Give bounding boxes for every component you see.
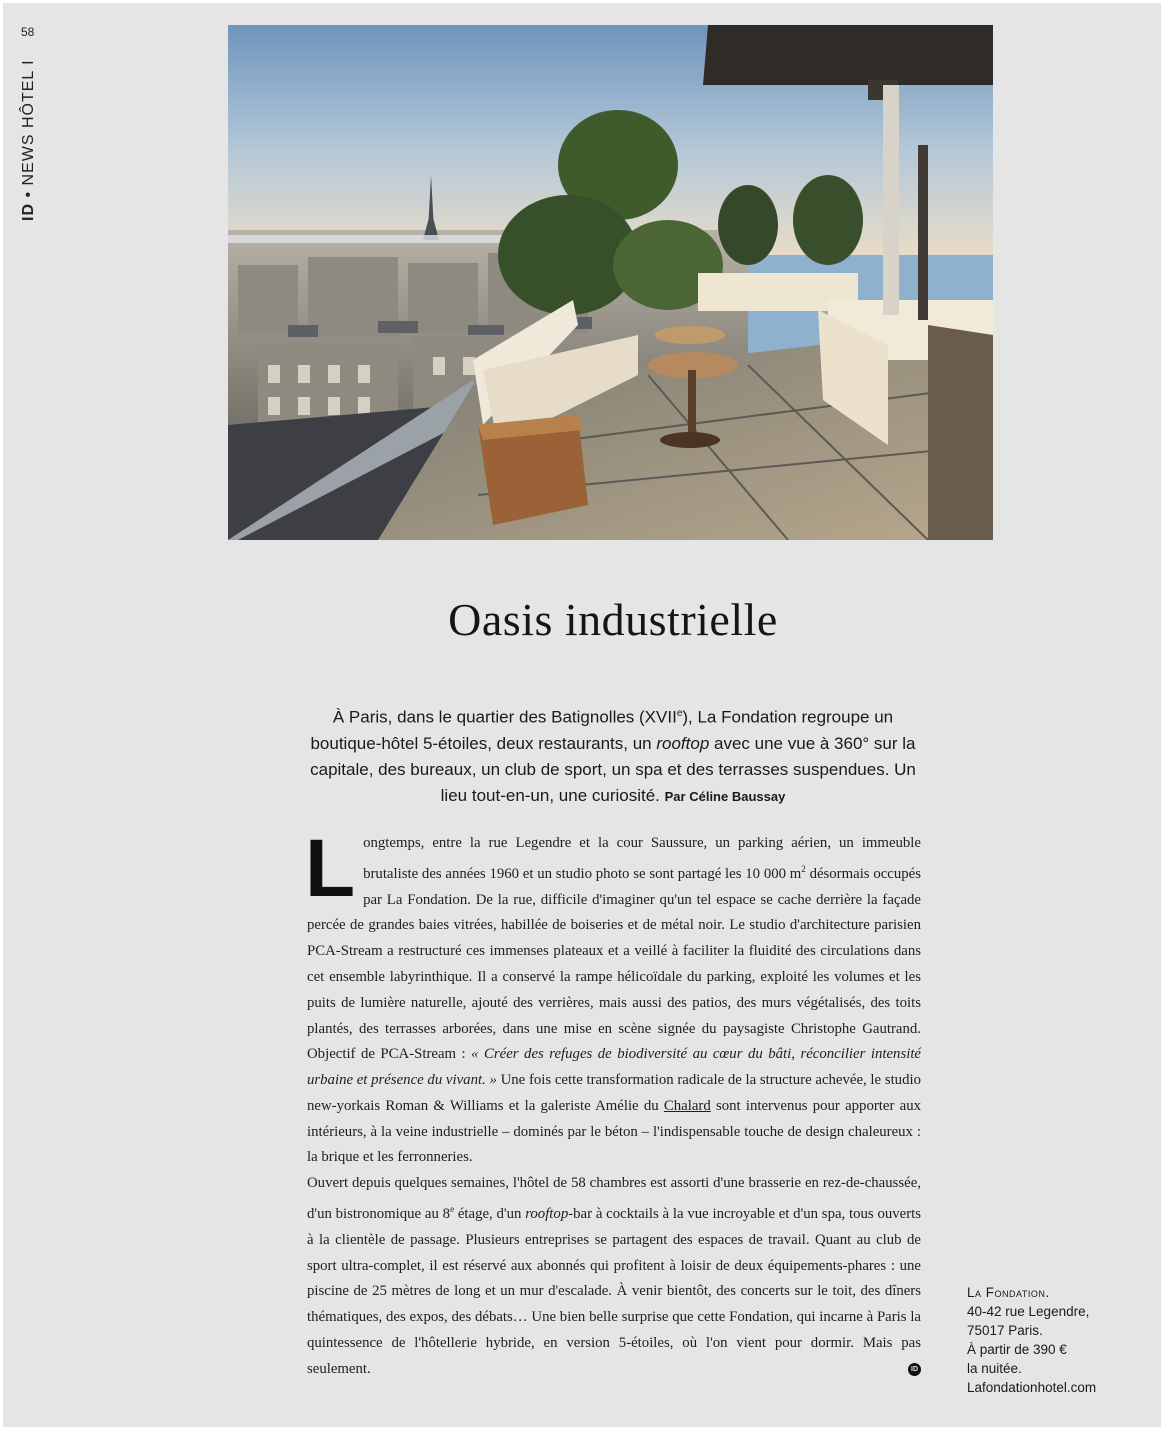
p1-superscript: 2 [801, 863, 806, 874]
hotel-website: Lafondationhotel.com [967, 1380, 1097, 1395]
page-number: 58 [21, 25, 35, 39]
hotel-address-line-1: 40-42 rue Legendre, [967, 1304, 1090, 1319]
paragraph-1 [305, 823, 921, 1171]
drop-cap: L [305, 823, 356, 914]
byline: Par Céline Baussay [664, 788, 786, 804]
hotel-name: La Fondation. [967, 1285, 1050, 1300]
hotel-price-line-1: À partir de 390 € [967, 1342, 1067, 1357]
lead-part-2: ), La Fondation regroupe un boutique-hôtel 5-étoiles, deux restaurants, un [310, 707, 894, 753]
p1-text-d: sont intervenus pour apporter aux intérieurs, à la veine industrielle – dominés par le béton – l'indispensable touche de design chaleureux : la brique et les ferronneries. [307, 1097, 921, 1166]
p2-emphasis: rooftop [525, 1206, 569, 1222]
p1-underlined-name: Chalard [663, 1097, 711, 1114]
p1-text-c: Une fois cette transformation radicale de la structure achevée, le studio new-yorkais Roman & Williams et la galeriste Amélie du [307, 1072, 921, 1114]
rooftop-terrace-photo [228, 25, 993, 540]
hotel-info-box [967, 1283, 1157, 1397]
p1-text-b: désormais occupés par La Fondation. De la rue, difficile d'imaginer qu'un tel espace se cache derrière la façade percée de grandes baies vitrées, habillée de boiseries et de métal noir. Le studio d'architecture parisien PCA-Stream a restructuré ces immenses plateaux et a veillé à faciliter la fluidité des circulations dans cet ensemble labyrinthique. Il a conservé la rampe hélicoïdale du parking, exploité les volumes et les puits de lumière naturelle, ajouté des verrières, mais aussi des patios, des murs végétalisés, des toits plantés, des terrasses arborées, dans une mise en scène signée du paysagiste Christophe Gautrand. Objectif de PCA-Stream : [307, 865, 921, 1063]
article-headline: Oasis industrielle [448, 594, 778, 645]
magazine-page [3, 3, 1161, 1427]
p2-text-c: -bar à cocktails à la vue incroyable et d'un spa, tous ouverts à la clientèle de passage. Plusieurs entreprises se partagent des espaces de travail. Quant au club de sport ultra-complet, il est réservé aux abonnés qui profitent à loisir de deux équipements-phares : une piscine de 25 mètres de long et un mur d'escalade. À venir bientôt, des concerts sur le toit, des dîners thématiques, des expos, des débats… Une bien belle surprise que cette Fondation, qui incarne à Paris la quintessence de l'hôtellerie hybride, en version 5-étoiles, où l'on vient pour dormir. Mais pas seulement. [307, 1206, 922, 1377]
article-body [305, 823, 922, 1383]
article-lead [303, 701, 923, 810]
section-bar: I [20, 59, 37, 65]
section-label [20, 59, 38, 221]
brand-mark: ID [20, 203, 37, 221]
section-name: NEWS HÔTEL [20, 70, 37, 186]
hotel-address-line-2: 75017 Paris. [967, 1323, 1043, 1338]
paragraph-2 [307, 1171, 921, 1382]
hotel-price-line-2: la nuitée. [967, 1361, 1022, 1376]
p2-superscript: e [450, 1204, 455, 1215]
end-mark-icon: ID [908, 1363, 921, 1376]
p2-text-b: étage, d'un [454, 1206, 526, 1222]
lead-superscript: e [676, 708, 683, 719]
p1-text-a: ongtemps, entre la rue Legendre et la cour Saussure, un parking aérien, un immeuble brutaliste des années 1960 et un studio photo se sont partagé les 10 000 m [363, 835, 921, 882]
p2-text-a: Ouvert depuis quelques semaines, l'hôtel de 58 chambres est assorti d'une brasserie en rez-de-chaussée, d'un bistronomique au 8 [307, 1175, 921, 1222]
lead-part-1: À Paris, dans le quartier des Batignolles (XVII [332, 707, 677, 727]
photo-illustration [228, 25, 993, 540]
lead-emphasis: rooftop [656, 733, 710, 753]
p1-quote: « Créer des refuges de biodiversité au cœur du bâti, réconcilier intensité urbaine et présence du vivant. » [307, 1046, 921, 1089]
lead-part-3: avec une vue à 360° sur la capitale, des bureaux, un club de sport, un spa et des terrasses suspendues. Un lieu tout-en-un, une curiosité. [310, 733, 916, 805]
section-separator: • [20, 190, 37, 198]
